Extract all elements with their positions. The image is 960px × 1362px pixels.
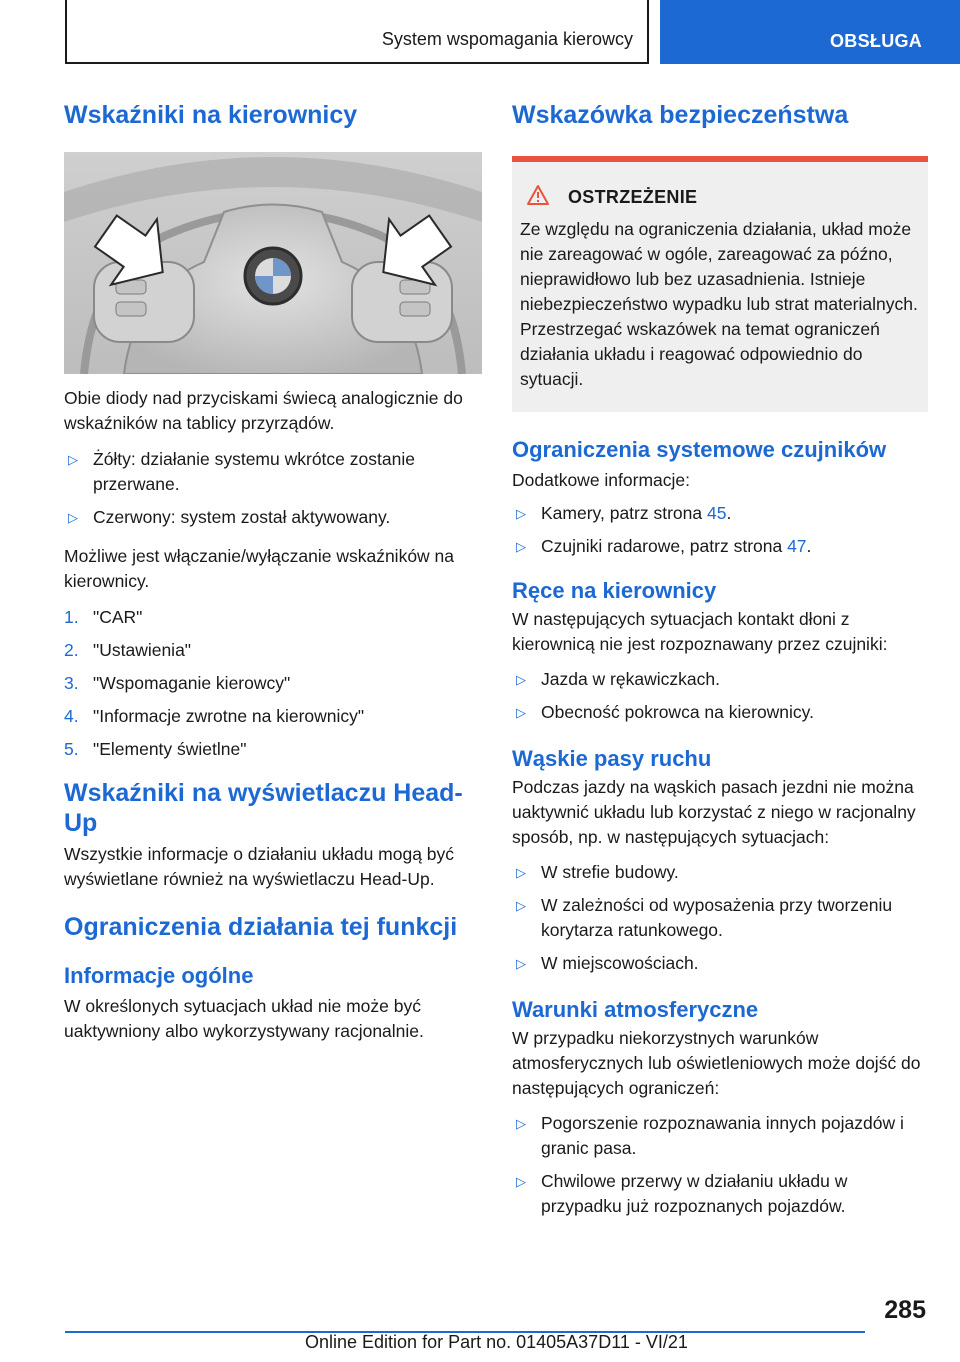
step-item: 3. "Wspomaganie kierowcy" — [64, 673, 291, 693]
page-link[interactable]: 45 — [707, 503, 727, 523]
list-item: ▷ Żółty: działanie systemu wkrótce zostanie przerwane. — [68, 449, 415, 494]
list-item: ▷ W zależności od wyposażenia przy tworzeniu korytarza ratunkowego. — [516, 895, 893, 940]
triangle-bullet-icon: ▷ — [516, 705, 526, 720]
step-item: 2. "Ustawienia" — [64, 640, 192, 660]
toggle-text: Możliwe jest włączanie/wyłączanie wskaźników na kierownicy. — [64, 546, 455, 591]
warning-box — [512, 162, 928, 412]
heading-sensor-limits: Ograniczenia systemowe czujników — [512, 437, 887, 462]
hud-text: Wszystkie informacje o działaniu układu mogą być wyświetlane również na wyświetlaczu Head-Up. — [64, 844, 455, 889]
weather-list — [512, 1111, 928, 1219]
steps-list — [64, 605, 482, 762]
intro-text: Obie diody nad przyciskami świecą analogicznie do wskaźników na tablicy przyrządów. — [64, 388, 463, 433]
heading-narrow-lanes: Wąskie pasy ruchu — [512, 746, 712, 771]
general-info-text: W określonych sytuacjach układ nie może być uaktywniony albo wykorzystywany racjonalnie. — [64, 996, 424, 1041]
triangle-bullet-icon: ▷ — [516, 506, 526, 521]
triangle-bullet-icon: ▷ — [516, 956, 526, 971]
narrow-intro: Podczas jazdy na wąskich pasach jezdni nie można uaktywnić układu lub korzystać z niego w racjonalny sposób, np. w następujących sytuacjach: — [512, 777, 916, 847]
heading-general-info: Informacje ogólne — [64, 963, 254, 988]
list-item: ▷ Obecność pokrowca na kierownicy. — [512, 700, 928, 725]
step-item: 4. "Informacje zwrotne na kierownicy" — [64, 706, 365, 726]
heading-wheel-indicators: Wskaźniki na kierownicy — [64, 101, 358, 129]
list-item: ▷ Kamery, patrz strona 45. — [512, 501, 928, 526]
warning-title: OSTRZEŻENIE — [568, 187, 698, 207]
step-item: 5. "Elementy świetlne" — [64, 739, 247, 759]
tab-label: OBSŁUGA — [830, 31, 923, 51]
warning-text: Ze względu na ograniczenia działania, układ może nie zareagować w ogóle, zareagować za późno, nieprawidłowo lub bez uzasadnienia. Istnieje niebezpieczeństwo wypadku lub strat materialnych. Przestrzegać wskazówek na temat ograniczeń działania układu i reagować odpowiednio do sytuacji. — [520, 219, 918, 389]
steering-wheel-figure — [64, 152, 482, 374]
section-title: System wspomagania kierowcy — [381, 29, 633, 49]
sensor-list — [512, 501, 928, 559]
right-column — [512, 100, 928, 1219]
header-tab[interactable] — [660, 0, 960, 64]
list-item: ▷ W strefie budowy. — [512, 860, 928, 885]
triangle-bullet-icon: ▷ — [516, 865, 526, 880]
list-item: ▷ Chwilowe przerwy w działaniu układu w przypadku już rozpoznanych pojazdów. — [516, 1171, 848, 1216]
list-item: ▷ Czujniki radarowe, patrz strona 47. — [512, 534, 928, 559]
triangle-bullet-icon: ▷ — [516, 1174, 526, 1189]
page-number: 285 — [884, 1296, 926, 1324]
heading-limitations: Ograniczenia działania tej funkcji — [64, 913, 458, 941]
list-item: ▷ Jazda w rękawiczkach. — [512, 667, 928, 692]
hands-list — [512, 667, 928, 725]
sensor-intro: Dodatkowe informacje: — [512, 470, 690, 490]
triangle-bullet-icon: ▷ — [68, 510, 78, 525]
left-column — [64, 100, 482, 1044]
list-item: ▷ Czerwony: system został aktywowany. — [64, 505, 482, 530]
header-section-box — [65, 0, 649, 64]
list-item: ▷ W miejscowościach. — [512, 951, 928, 976]
heading-hud: Wskaźniki na wyświetlaczu Head-Up — [64, 779, 463, 837]
hands-intro: W następujących sytuacjach kontakt dłoni z kierownicą nie jest rozpoznawany przez czujniki: — [512, 609, 888, 654]
triangle-bullet-icon: ▷ — [516, 1116, 526, 1131]
heading-hands-on-wheel: Ręce na kierownicy — [512, 578, 717, 603]
triangle-bullet-icon: ▷ — [516, 898, 526, 913]
triangle-bullet-icon: ▷ — [516, 539, 526, 554]
triangle-bullet-icon: ▷ — [68, 452, 78, 467]
step-item: 1. "CAR" — [64, 607, 143, 627]
page-link[interactable]: 47 — [787, 536, 807, 556]
list-item: ▷ Pogorszenie rozpoznawania innych pojazdów i granic pasa. — [516, 1113, 904, 1158]
heading-safety-note: Wskazówka bezpieczeństwa — [512, 101, 849, 129]
narrow-list — [512, 860, 928, 976]
edition-footer: Online Edition for Part no. 01405A37D11 - VI/21 — [305, 1332, 688, 1352]
triangle-bullet-icon: ▷ — [516, 672, 526, 687]
warning-triangle-icon — [526, 184, 550, 211]
color-bullet-list — [64, 447, 482, 530]
weather-intro: W przypadku niekorzystnych warunków atmosferycznych lub oświetleniowych może dojść do następujących ograniczeń: — [512, 1028, 921, 1098]
heading-weather: Warunki atmosferyczne — [512, 997, 759, 1022]
